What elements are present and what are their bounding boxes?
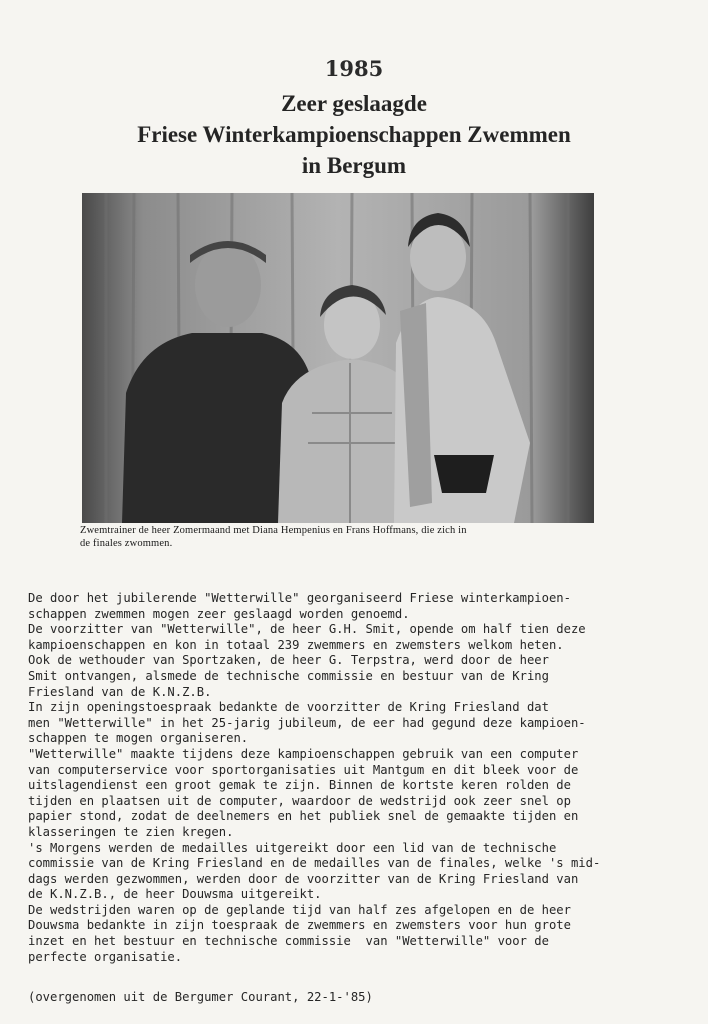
article-line: 's Morgens werden de medailles uitgereikt door een lid van de technische xyxy=(28,840,557,855)
article-line: klasseringen te zien kregen. xyxy=(28,824,234,839)
article-line: Ook de wethouder van Sportzaken, de heer G. Terpstra, werd door de heer xyxy=(28,653,549,668)
article-line: schappen zwemmen mogen zeer geslaagd worden genoemd. xyxy=(28,606,410,621)
article-headline xyxy=(60,88,648,181)
article-year: 1985 xyxy=(324,56,384,81)
article-line: De door het jubilerende "Wetterwille" georganiseerd Friese winterkampioen- xyxy=(28,591,571,605)
article-line: Smit ontvangen, alsmede de technische commissie en bestuur van de Kring xyxy=(28,668,549,683)
article-line: tijden en plaatsen uit de computer, waardoor de wedstrijd ook zeer snel op xyxy=(28,793,571,808)
article-line: men "Wetterwille" in het 25-jarig jubileum, de eer had gegund deze kampioen- xyxy=(28,715,586,730)
headline-line-1: Zeer geslaagde xyxy=(281,91,427,116)
article-line: commissie van de Kring Friesland en de medailles van de finales, welke 's mid- xyxy=(28,856,601,871)
headline-line-2: Friese Winterkampioenschappen Zwemmen xyxy=(137,122,571,147)
caption-line-2: de finales zwommen. xyxy=(80,538,173,549)
article-line: van computerservice voor sportorganisaties uit Mantgum en dit bleek voor de xyxy=(28,762,579,777)
article-line: De wedstrijden waren op de geplande tijd van half zes afgelopen en de heer xyxy=(28,902,571,917)
article-line: de K.N.Z.B., de heer Douwsma uitgereikt. xyxy=(28,887,322,902)
article-line: De voorzitter van "Wetterwille", de heer G.H. Smit, opende om half tien deze xyxy=(28,622,586,637)
article-line: "Wetterwille" maakte tijdens deze kampioenschappen gebruik van een computer xyxy=(28,746,579,761)
article-source: (overgenomen uit de Bergumer Courant, 22-1-'85) xyxy=(28,990,373,1004)
caption-line-1: Zwemtrainer de heer Zomermaand met Diana Hempenius en Frans Hoffmans, die zich in xyxy=(80,525,467,536)
article-line: dags werden gezwommen, werden door de voorzitter van de Kring Friesland van xyxy=(28,871,579,886)
article-line: In zijn openingstoespraak bedankte de voorzitter de Kring Friesland dat xyxy=(28,700,549,715)
article-line: papier stond, zodat de deelnemers en het publiek snel de gemaakte tijden en xyxy=(28,809,579,824)
headline-line-3: in Bergum xyxy=(301,153,407,178)
photo-caption xyxy=(80,524,600,550)
team-photo xyxy=(82,193,594,523)
team-photo-graphic xyxy=(82,193,594,523)
article-line: perfecte organisatie. xyxy=(28,949,183,964)
article-body xyxy=(28,591,668,965)
article-line: schappen te mogen organiseren. xyxy=(28,731,249,746)
article-line: Douwsma bedankte in zijn toespraak de zwemmers en zwemsters voor hun grote xyxy=(28,918,571,933)
article-line: uitslagendienst een groot gemak te zijn. Binnen de kortste keren rolden de xyxy=(28,778,571,793)
article-line: kampioenschappen en kon in totaal 239 zwemmers en zwemsters welkom heten. xyxy=(28,637,564,652)
article-line: inzet en het bestuur en technische commissie van "Wetterwille" voor de xyxy=(28,934,549,949)
article-line: Friesland van de K.N.Z.B. xyxy=(28,684,212,699)
